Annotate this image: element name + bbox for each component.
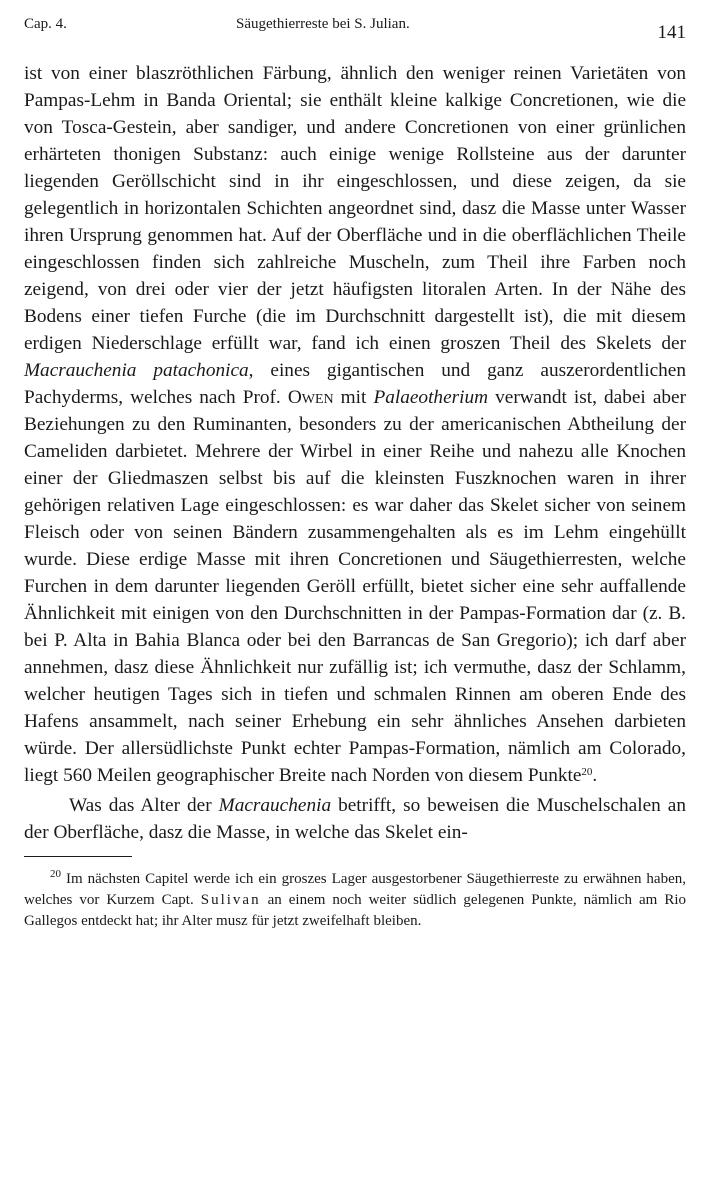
chapter-label: Cap. 4. [24,16,67,32]
footnote-reference: 20 [581,766,593,778]
footnote-person-name: Sulivan [200,892,261,908]
author-name: Owen [287,387,334,408]
running-title: Säugethierreste bei S. Julian. [236,16,410,32]
paragraph-1 [24,60,686,789]
page-number: 141 [657,22,686,43]
book-page [24,0,686,1200]
footnote-text-b: an einem noch weiter südlich gelegenen Punkte, nämlich am Rio Gallegos entdeckt hat; ihr Alter musz für jetzt zweifelhaft bleiben. [24,892,686,929]
paragraph-1-text-c: mit [333,387,374,408]
footnote [24,869,686,932]
paragraph-2-text-b: betrifft, so beweisen die Muschelschalen an der Oberfläche, dasz die Masse, in welche das Skelet ein- [24,795,687,843]
paragraph-1-text-a: ist von einer blaszröthlichen Färbung, ähnlich den weniger reinen Varietäten von Pampas-Lehm in Banda Oriental; sie enthält kleine kalkige Concretionen, wie die von Tosca-Gestein, aber sandiger, und andere Concretionen von einer grünlichen erhärteten thonigen Substanz: auch einige wenige Rollsteine aus der darunter liegenden Geröllschicht sind in ihr eingeschlossen, und diese zeigen, da sie gelegentlich in horizontalen Schichten angeordnet sind, dasz die Masse unter Wasser ihren Ursprung genommen hat. Auf der Oberfläche und in die oberflächlichen Theile eingeschlossen finden sich zahlreiche Muscheln, zum Theil ihre Farben noch zeigend, von drei oder vier der jetzt häufigsten litoralen Arten. In der Nähe des Bodens einer tiefen Furche (die im Durchschnitt dargestellt ist), die mit diesem erdigen Niederschlage erfüllt war, fand ich einen groszen Theil des Skelets der [24,63,686,354]
paragraph-2-text-a: Was das Alter der [69,795,219,816]
footnote-divider [24,856,132,857]
footnote-number: 20 [50,868,61,880]
paragraph-1-end: . [592,765,598,786]
running-header [24,0,686,50]
genus-name: Palaeotherium [373,387,489,408]
footnote-text-a: Im nächsten Capitel werde ich ein groszes Lager ausgestorbener Säugethierreste zu erwähnen haben, welches vor Kurzem Capt. [24,871,686,908]
paragraph-2 [24,792,686,846]
paragraph-1-text-d: verwandt ist, dabei aber Beziehungen zu den Ruminanten, besonders zu der americanischen Abtheilung der Cameliden darbietet. Mehrere der Wirbel in einer Reihe und nahezu alle Knochen einer der Gliedmaszen selbst bis auf die kleinsten Fuszknochen waren in ihrer gehörigen relativen Lage eingeschlossen: es war daher das Skelet sicher von seinem Fleisch oder von seinen Bändern zusammengehalten als es im Lehm eingehüllt wurde. Diese erdige Masse mit ihren Concretionen und Säugethierresten, welche Furchen in dem darunter liegenden Geröll erfüllt, bietet sicher eine sehr auffallende Ähnlichkeit mit einigen von den Durchschnitten in der Pampas-Formation dar (z. B. bei P. Alta in Bahia Blanca oder bei den Barrancas de San Gregorio); ich darf aber annehmen, dasz diese Ähnlichkeit nur zufällig ist; ich vermuthe, dasz der Schlamm, welcher heutigen Tages sich in tiefen und schmalen Rinnen am oberen Ende des Hafens ansammelt, nach seiner Erhebung ein sehr ähnliches Ansehen darbieten würde. Der allersüdlichste Punkt echter Pampas-Formation, nämlich am Colorado, liegt 560 Meilen geographischer Breite nach Norden von diesem Punkte [24,387,686,786]
main-text [24,60,686,846]
genus-name-2: Macrauchenia [218,795,332,816]
species-name: Macrauchenia patachonica [24,360,249,381]
paragraph-1-text-b: , eines gigantischen und ganz auszerordentlichen Pachyderms, welches nach Prof. [24,360,687,408]
